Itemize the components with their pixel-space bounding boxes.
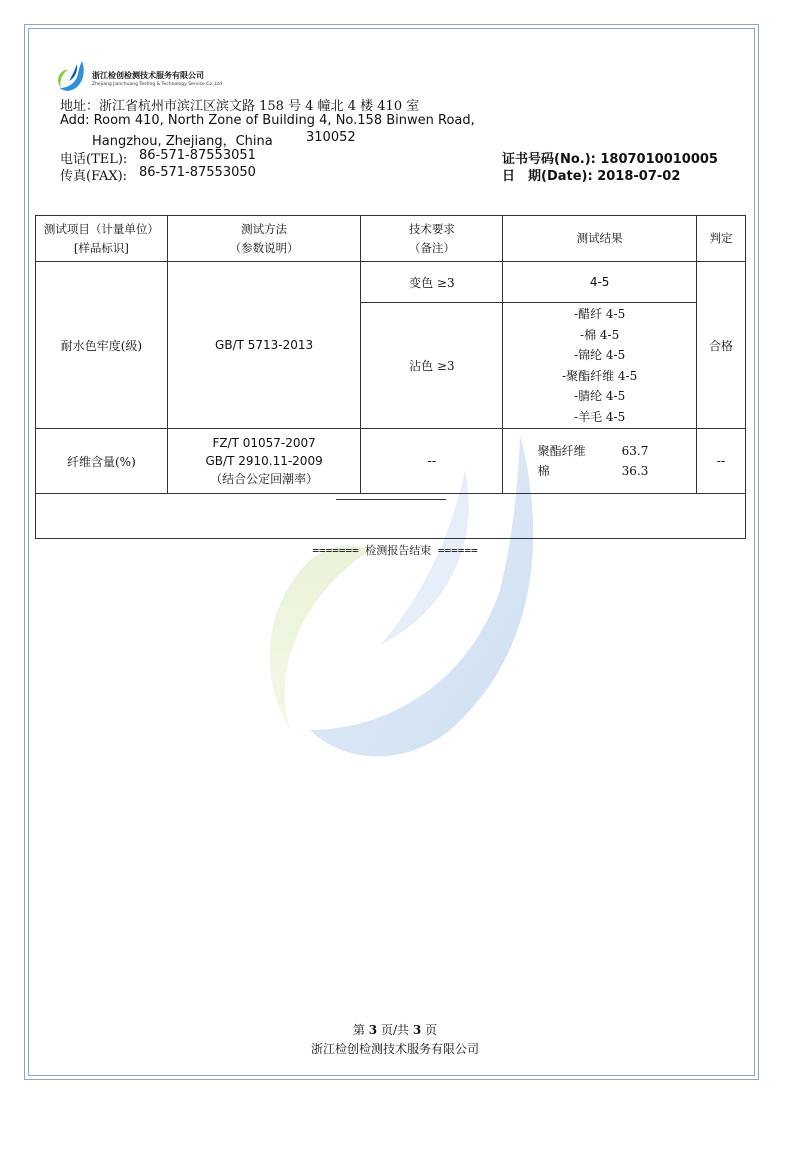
result-fiber-content	[503, 429, 697, 494]
method-fiber-line3: （结合公定回潮率）	[210, 472, 319, 486]
fax-label: 传真(FAX):	[60, 169, 128, 184]
header-result: 测试结果	[503, 216, 697, 262]
report-end-note: ======= 检测报告结束 ======	[312, 544, 478, 557]
method-water-fastness: GB/T 5713-2013	[167, 262, 361, 429]
blank-cell	[36, 494, 746, 539]
address-cn: 地址：浙江省杭州市滨江区滨文路 158 号 4 幢北 4 楼 410 室	[60, 99, 420, 114]
list-item: -醋纤 4-5	[574, 307, 626, 321]
company-logo	[56, 60, 86, 92]
company-name-cn: 浙江检创检测技术服务有限公司	[92, 71, 204, 80]
result-staining-list	[503, 303, 697, 429]
header-requirement	[361, 216, 503, 262]
header-item-line1: 测试项目（计量单位）	[43, 221, 159, 236]
table-blank-row	[36, 494, 746, 539]
tel-label: 电话(TEL):	[60, 152, 128, 167]
page-number	[0, 1021, 790, 1038]
test-results-table	[35, 215, 746, 539]
list-item: -聚酯纤维 4-5	[562, 368, 638, 383]
method-fiber-content	[167, 429, 361, 494]
item-water-fastness: 耐水色牢度(级)	[36, 262, 168, 429]
header-req-line1: 技术要求	[408, 221, 455, 236]
fiber-name: 聚酯纤维	[537, 444, 586, 458]
report-date	[502, 165, 680, 184]
header-req-line2: （备注）	[408, 240, 455, 255]
address-en-line2: Hangzhou, Zhejiang，China	[92, 134, 273, 149]
fiber-name: 棉	[537, 464, 550, 478]
header-item	[36, 216, 168, 262]
tel-value: 86-571-87553051	[139, 148, 256, 163]
header-judgement: 判定	[697, 216, 746, 262]
date-label: 日 期(Date):	[502, 169, 593, 184]
header-method	[167, 216, 361, 262]
header-item-line2: [样品标识]	[73, 240, 129, 255]
header-method-line1: 测试方法	[241, 221, 288, 236]
req-color-change: 变色 ≥3	[361, 262, 503, 303]
table-row	[36, 262, 746, 303]
cert-label: 证书号码(No.):	[502, 152, 596, 167]
result-color-change: 4-5	[503, 262, 697, 303]
fiber-value: 63.7	[621, 444, 649, 458]
list-item: -锦纶 4-5	[574, 348, 626, 362]
table-header-row	[36, 216, 746, 262]
page-prefix: 第	[352, 1023, 365, 1037]
cert-value: 1807010010005	[600, 152, 718, 167]
address-en-line1: Add: Room 410, North Zone of Building 4, No.158 Binwen Road,	[60, 113, 475, 128]
page-suffix: 页	[425, 1023, 438, 1037]
method-fiber-line2: GB/T 2910.11-2009	[205, 454, 323, 468]
page-mid: 页/共	[380, 1023, 410, 1037]
header-method-line2: （参数说明）	[229, 240, 299, 255]
blank-underline	[336, 499, 446, 500]
item-fiber-content: 纤维含量(%)	[36, 429, 168, 494]
req-fiber-content: --	[361, 429, 503, 494]
fiber-value: 36.3	[621, 464, 649, 478]
list-item: -羊毛 4-5	[574, 409, 626, 424]
method-fiber-line1: FZ/T 01057-2007	[212, 436, 316, 450]
table-row	[36, 429, 746, 494]
date-value: 2018-07-02	[597, 169, 681, 184]
fiber-list	[503, 441, 696, 481]
company-name-en: Zhejiang Jianchuang Testing & Technology Service Co.,Ltd	[92, 82, 223, 87]
page-total: 3	[412, 1023, 422, 1037]
list-item: -棉 4-5	[580, 327, 620, 342]
postcode: 310052	[306, 130, 356, 145]
req-staining: 沾色 ≥3	[361, 303, 503, 429]
fax-value: 86-571-87553050	[139, 165, 256, 180]
footer-company: 浙江检创检测技术服务有限公司	[310, 1042, 479, 1056]
list-item: -腈纶 4-5	[574, 389, 626, 403]
judge-fiber-content: --	[697, 429, 746, 494]
page-current: 3	[368, 1023, 378, 1037]
judge-water-fastness: 合格	[697, 262, 746, 429]
